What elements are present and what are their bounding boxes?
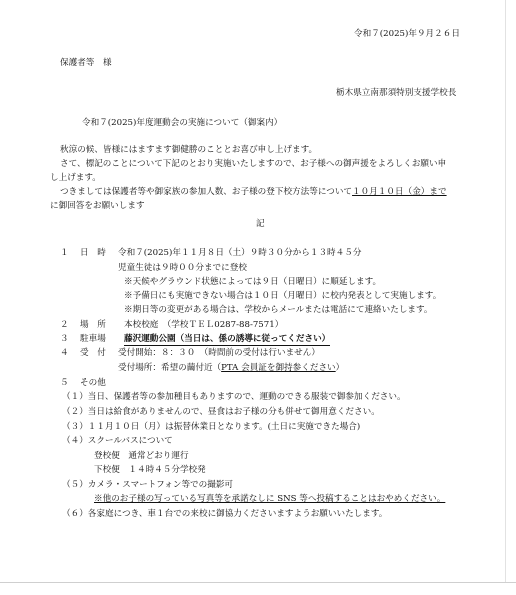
arrival-time: 児童生徒は９時００分までに登校 xyxy=(118,263,247,273)
reception-start: 受付開始：８：３０ （時間前の受付は行いません） xyxy=(118,348,320,358)
other-item-2: （２）当日は給食がありませんので、昼食はお子様の分も併せて御用意ください。 xyxy=(62,407,380,417)
bus-from-school: 下校便 １４時４５分学校発 xyxy=(94,465,206,475)
intro-line-2a: さて、標記のことについて下記のとおり実施いたしますので、お子様への御声援をよろしくお願い申 xyxy=(60,159,447,169)
other-item-3: （３）１１月１０日（月）は振替休業日となります。(土日に実施できた場合) xyxy=(62,422,361,432)
item-3-label: 駐車場 xyxy=(80,334,106,344)
page-edge-bottom xyxy=(0,582,516,595)
item-2-label: 場 所 xyxy=(80,320,106,330)
item-1-label: 日 時 xyxy=(80,248,106,258)
intro-line-3a xyxy=(60,187,447,198)
item-4-label: 受 付 xyxy=(80,348,106,358)
document-title: 令和７(2025)年度運動会の実施について（御案内） xyxy=(82,118,283,128)
change-contact-note: ※期日等の変更がある場合は、学校からメールまたは電話にて連絡いたします。 xyxy=(124,305,433,315)
parking-location: 藤沢運動公園（当日は、係の誘導に従ってください） xyxy=(124,334,331,344)
intro-line-3b: に御回答をお願いします xyxy=(50,201,145,211)
other-item-5: （５）カメラ・スマートフォン等での撮影可 xyxy=(62,480,234,490)
other-item-1: （１）当日、保護者等の参加種目もありますので、運動のできる服装で御参加ください。 xyxy=(62,392,406,402)
pta-card-note: PTA 会員証を御持参ください xyxy=(221,363,336,373)
item-1-number: １ xyxy=(60,248,69,258)
item-4-number: ４ xyxy=(60,348,69,358)
page-edge-right xyxy=(505,0,516,582)
item-5-number: ５ xyxy=(60,378,69,388)
reception-place-close: ） xyxy=(335,363,345,373)
postpone-note: ※天候やグラウンド状態によっては９日（日曜日）に順延します。 xyxy=(124,277,382,287)
item-5-label: その他 xyxy=(80,378,106,388)
reply-deadline: １０月１０日（金）まで xyxy=(352,187,447,197)
other-item-6: （６）各家庭につき、車１台での来校に御協力くださいますようお願いいたします。 xyxy=(62,509,388,519)
intro-line-3a-text: つきましては保護者等や御家族の参加人数、お子様の登下校方法等について xyxy=(60,187,353,197)
intro-line-2b: し上げます。 xyxy=(50,173,101,183)
item-3-number: ３ xyxy=(60,334,69,344)
ki-heading: 記 xyxy=(256,219,265,229)
event-datetime: 令和７(2025)年１１月８日（土）９時３０分から１３時４５分 xyxy=(118,248,362,258)
intro-line-1: 秋涼の候、皆様にはますます御健勝のこととお喜び申し上げます。 xyxy=(60,145,318,155)
addressee: 保護者等 様 xyxy=(60,58,112,68)
sender: 栃木県立南那須特別支援学校長 xyxy=(336,88,457,98)
venue: 本校校庭 （学校ＴＥＬ0287-88-7571） xyxy=(124,320,284,330)
reserve-day-note: ※予備日にも実施できない場合は１０日（月曜日）に校内発表として実施します。 xyxy=(124,291,442,301)
item-2-number: ２ xyxy=(60,320,69,330)
reception-place-text: 受付場所：希望の繭付近（ xyxy=(118,363,222,373)
issue-date: 令和７(2025)年９月２６日 xyxy=(354,29,460,39)
bus-to-school: 登校便 通常どおり運行 xyxy=(94,451,189,461)
other-item-4: （４）スクールバスについて xyxy=(62,436,173,446)
reception-place xyxy=(118,363,344,374)
sns-posting-note: ※他のお子様の写っている写真等を承諾なしに SNS 等へ投稿することはおやめください。 xyxy=(94,494,446,504)
